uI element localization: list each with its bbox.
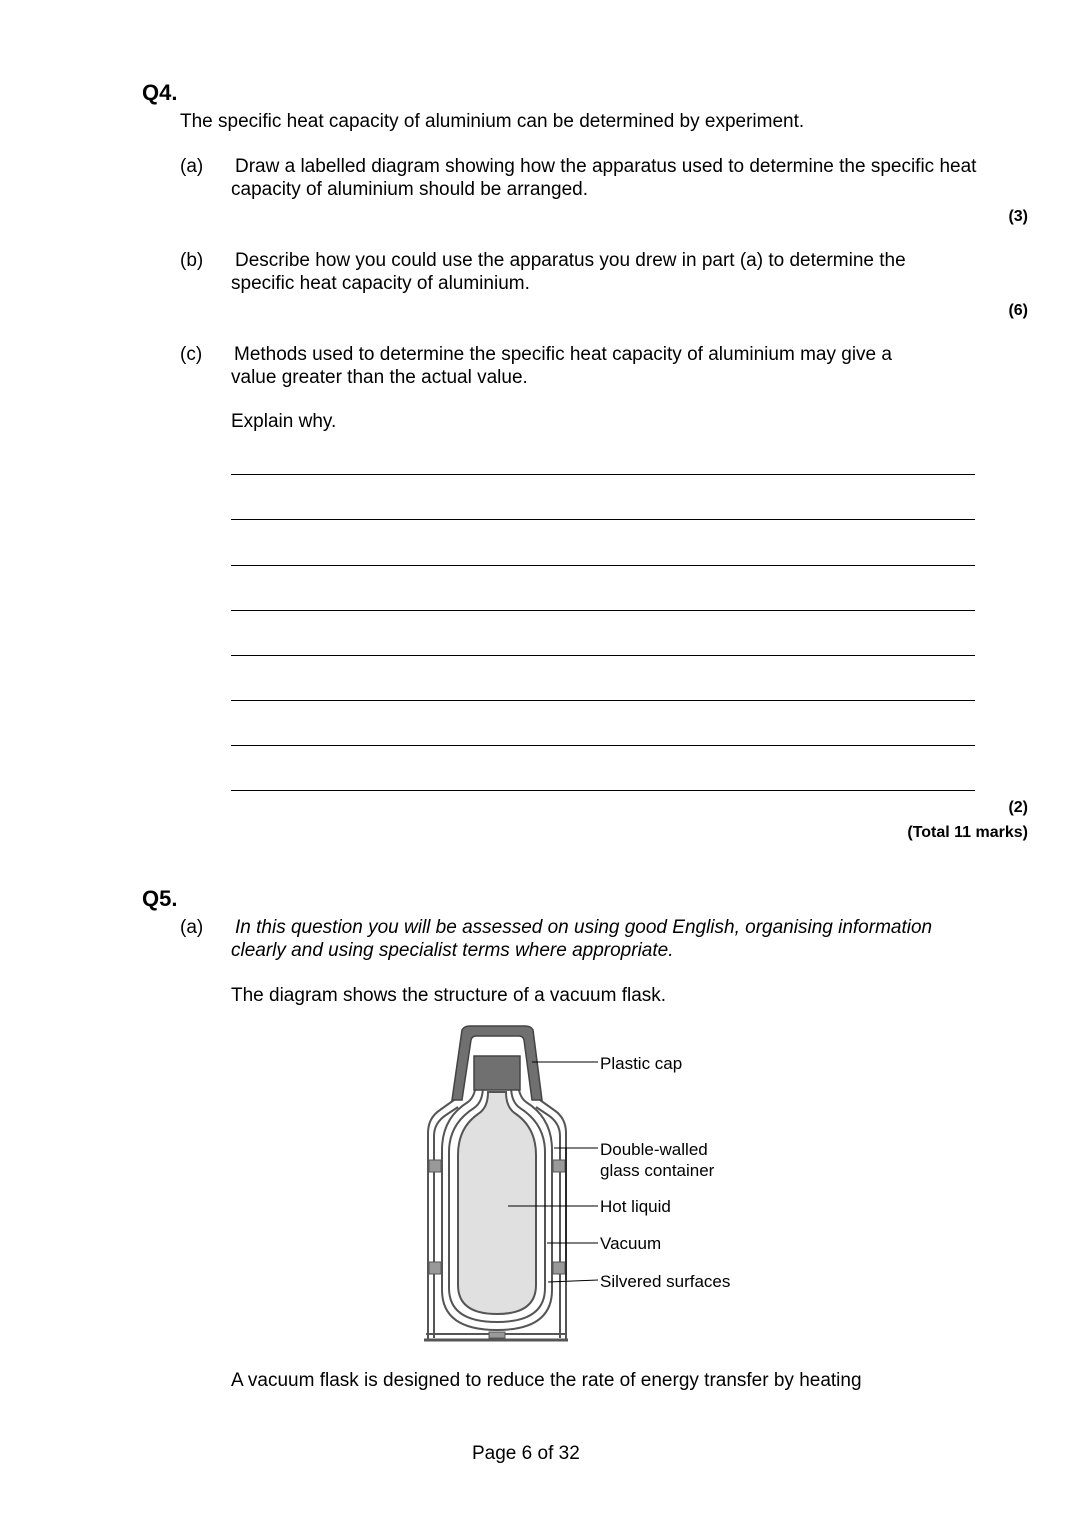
q4a-text: Draw a labelled diagram showing how the apparatus used to determine the specific heat capacity of aluminium should be arranged. [231,156,977,200]
q4c-label: (c) [180,344,203,365]
base-pad [489,1332,505,1338]
q5a-after-diagram: A vacuum flask is designed to reduce the rate of energy transfer by heating [231,1370,862,1391]
page-number: Page 6 of 32 [472,1443,580,1464]
question-number-q5: Q5. [142,886,178,911]
q4a-marks: (3) [1008,208,1028,225]
clamp [553,1262,565,1274]
label-hot-liquid: Hot liquid [600,1197,671,1216]
q4-intro: The specific heat capacity of aluminium can be determined by experiment. [180,111,805,132]
label-silvered-surfaces: Silvered surfaces [600,1272,731,1291]
clamp [429,1160,441,1172]
q5a-intro: In this question you will be assessed on using good English, organising information clearly and using specialist terms where appropriate. [231,917,933,961]
q4b-text: Describe how you could use the apparatus you drew in part (a) to determine the specific heat capacity of aluminium. [231,250,906,294]
q4c-marks: (2) [1008,799,1028,816]
clamp [553,1160,565,1172]
q5a-diagram-intro: The diagram shows the structure of a vacuum flask. [231,985,667,1006]
label-glass-container: glass container [600,1161,715,1180]
label-plastic-cap: Plastic cap [600,1054,683,1073]
q4a-label: (a) [180,156,204,177]
q4c-text: Methods used to determine the specific heat capacity of aluminium may give a value greater than the actual value. [231,344,892,388]
stopper [474,1056,520,1090]
label-double-walled: Double-walled [600,1140,708,1159]
label-vacuum: Vacuum [600,1234,662,1253]
clamp [429,1262,441,1274]
question-number-q4: Q4. [142,80,178,105]
q5a-label: (a) [180,917,204,938]
q4c-instruction: Explain why. [231,411,337,432]
q4b-marks: (6) [1008,302,1028,319]
hot-liquid [458,1092,536,1314]
q4-total-marks: (Total 11 marks) [907,824,1028,841]
q4b-label: (b) [180,250,204,271]
